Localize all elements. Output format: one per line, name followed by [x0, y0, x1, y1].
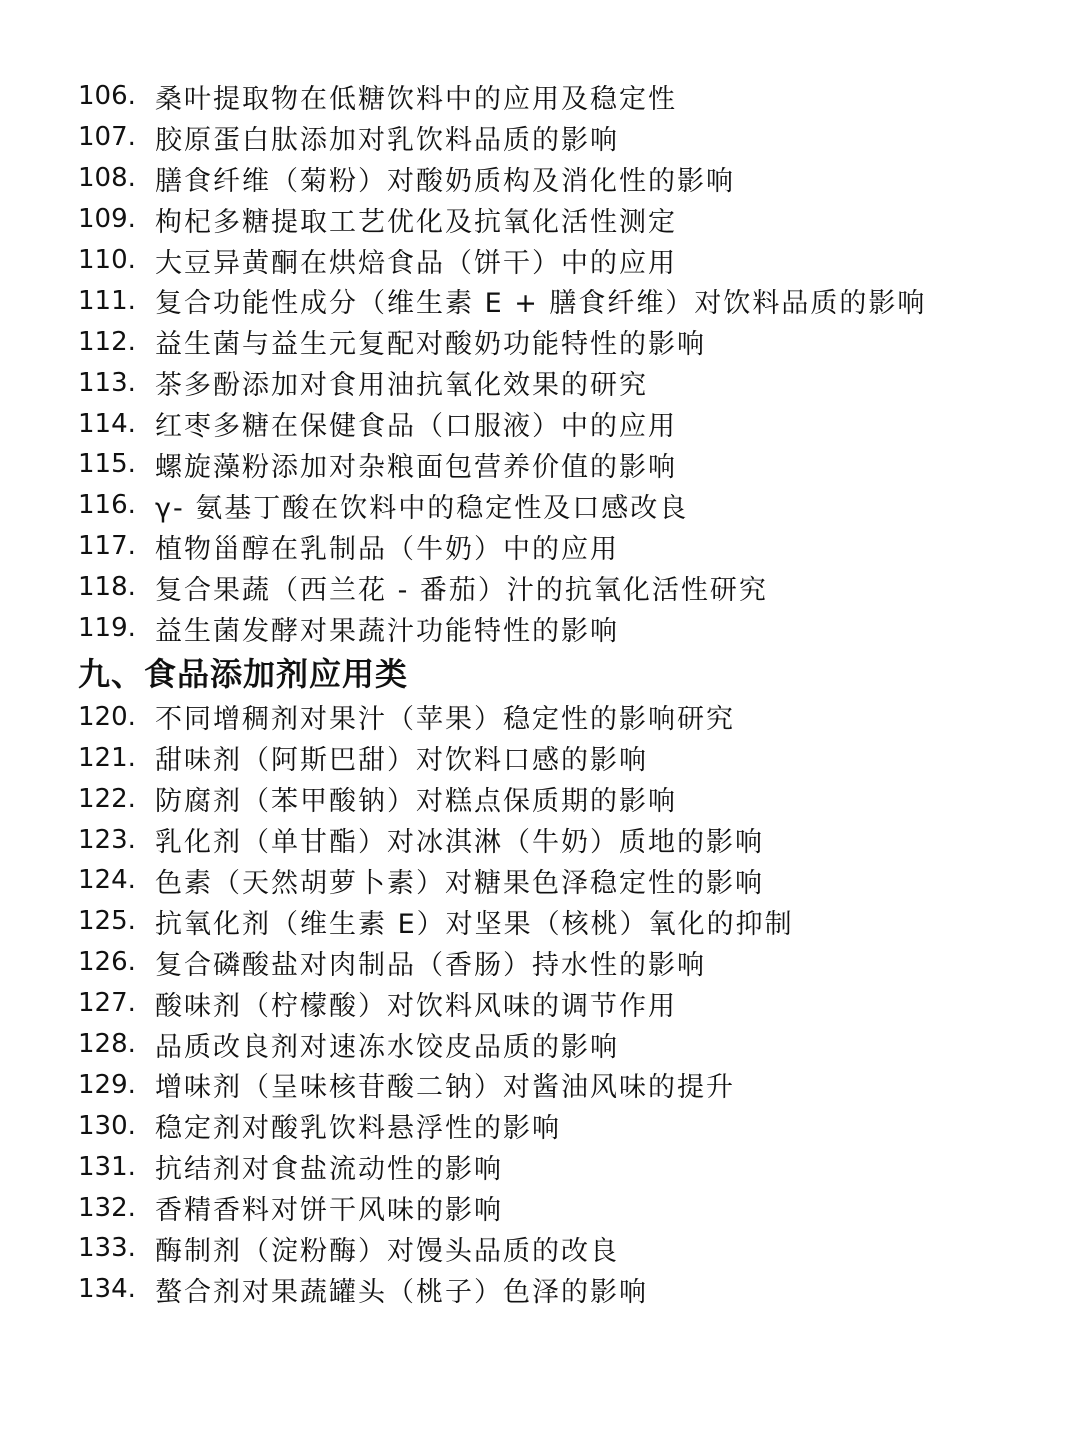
- item-title: 不同增稠剂对果汁（苹果）稳定性的影响研究: [155, 704, 735, 736]
- list-item: [0, 1105, 1080, 1146]
- list-item: [0, 199, 1080, 240]
- item-number: 121.: [78, 742, 136, 773]
- item-title: γ- 氨基丁酸在饮料中的稳定性及口感改良: [155, 492, 689, 524]
- item-title: 胶原蛋白肽添加对乳饮料品质的影响: [155, 124, 619, 156]
- item-number: 110.: [78, 245, 136, 275]
- item-number: 128.: [78, 1029, 136, 1060]
- item-title: 抗结剂对食盐流动性的影响: [155, 1154, 503, 1186]
- item-title: 植物甾醇在乳制品（牛奶）中的应用: [155, 533, 619, 565]
- list-item: [0, 240, 1080, 281]
- item-title: 益生菌与益生元复配对酸奶功能特性的影响: [155, 329, 706, 361]
- item-number: 125.: [78, 906, 136, 937]
- list-item: [0, 860, 1080, 901]
- item-title: 乳化剂（单甘酯）对冰淇淋（牛奶）质地的影响: [155, 827, 764, 859]
- item-title: 复合功能性成分（维生素 E + 膳食纤维）对饮料品质的影响: [155, 288, 927, 320]
- list-item: [0, 321, 1080, 362]
- item-title: 益生菌发酵对果蔬汁功能特性的影响: [155, 615, 619, 647]
- item-title: 红枣多糖在保健食品（口服液）中的应用: [155, 411, 677, 443]
- list-item: [0, 362, 1080, 403]
- item-title: 枸杞多糖提取工艺优化及抗氧化活性测定: [155, 206, 677, 238]
- item-number: 127.: [78, 988, 136, 1019]
- document-page: [0, 76, 1080, 1310]
- item-number: 131.: [78, 1151, 136, 1182]
- list-item: [0, 526, 1080, 567]
- item-number: 133.: [78, 1233, 136, 1264]
- item-number: 107.: [78, 122, 136, 153]
- item-title: 大豆异黄酮在烘焙食品（饼干）中的应用: [155, 247, 677, 279]
- list-item: [0, 942, 1080, 983]
- item-number: 132.: [78, 1192, 136, 1223]
- list-item: [0, 158, 1080, 199]
- item-title: 防腐剂（苯甲酸钠）对糕点保质期的影响: [155, 786, 677, 818]
- list-item: [0, 696, 1080, 737]
- item-title: 色素（天然胡萝卜素）对糖果色泽稳定性的影响: [155, 867, 764, 899]
- list-item: [0, 983, 1080, 1024]
- item-title: 香精香料对饼干风味的影响: [155, 1195, 503, 1227]
- item-number: 122.: [78, 783, 136, 814]
- item-number: 111.: [78, 285, 136, 316]
- item-title: 茶多酚添加对食用油抗氧化效果的研究: [155, 370, 648, 402]
- item-number: 124.: [78, 865, 136, 896]
- item-title: 膳食纤维（菊粉）对酸奶质构及消化性的影响: [155, 165, 735, 197]
- item-title: 酶制剂（淀粉酶）对馒头品质的改良: [155, 1235, 619, 1267]
- list-item: [0, 403, 1080, 444]
- list-item: [0, 280, 1080, 321]
- section-heading: 九、食品添加剂应用类: [78, 655, 409, 694]
- list-item: [0, 1146, 1080, 1187]
- item-title: 甜味剂（阿斯巴甜）对饮料口感的影响: [155, 745, 648, 777]
- item-title: 抗氧化剂（维生素 E）对坚果（核桃）氧化的抑制: [155, 908, 794, 940]
- item-title: 增味剂（呈味核苷酸二钠）对酱油风味的提升: [155, 1072, 735, 1104]
- item-number: 120.: [78, 701, 136, 732]
- item-number: 130.: [78, 1110, 136, 1141]
- list-item: [0, 1064, 1080, 1105]
- item-number: 134.: [78, 1274, 136, 1305]
- list-item: [0, 737, 1080, 778]
- list-item: [0, 567, 1080, 608]
- item-number: 117.: [78, 531, 136, 562]
- item-title: 桑叶提取物在低糖饮料中的应用及稳定性: [155, 83, 677, 115]
- list-item: [0, 444, 1080, 485]
- list-item: [0, 901, 1080, 942]
- item-number: 114.: [78, 408, 136, 439]
- item-title: 螯合剂对果蔬罐头（桃子）色泽的影响: [155, 1276, 648, 1308]
- item-number: 129.: [78, 1069, 136, 1100]
- item-title: 螺旋藻粉添加对杂粮面包营养价值的影响: [155, 451, 677, 483]
- list-item: [0, 1269, 1080, 1310]
- item-number: 119.: [78, 613, 136, 644]
- item-number: 116.: [78, 490, 136, 521]
- list-item: [0, 778, 1080, 819]
- topic-list-nutrition: [0, 76, 1080, 648]
- list-item: [0, 117, 1080, 158]
- item-number: 123.: [78, 824, 136, 855]
- item-number: 109.: [78, 204, 136, 235]
- item-number: 112.: [78, 326, 136, 357]
- list-item: [0, 76, 1080, 117]
- item-number: 108.: [78, 163, 136, 194]
- item-title: 稳定剂对酸乳饮料悬浮性的影响: [155, 1113, 561, 1145]
- item-number: 113.: [78, 367, 136, 398]
- list-item: [0, 819, 1080, 860]
- item-title: 复合果蔬（西兰花 - 番茄）汁的抗氧化活性研究: [155, 574, 768, 606]
- list-item: [0, 1187, 1080, 1228]
- list-item: [0, 1228, 1080, 1269]
- topic-list-additives: [0, 696, 1080, 1309]
- item-title: 复合磷酸盐对肉制品（香肠）持水性的影响: [155, 949, 706, 981]
- item-title: 品质改良剂对速冻水饺皮品质的影响: [155, 1031, 619, 1063]
- item-title: 酸味剂（柠檬酸）对饮料风味的调节作用: [155, 990, 677, 1022]
- item-number: 106.: [78, 81, 136, 112]
- item-number: 118.: [78, 572, 136, 603]
- list-item: [0, 485, 1080, 526]
- item-number: 126.: [78, 947, 136, 978]
- item-number: 115.: [78, 449, 136, 480]
- list-item: [0, 1024, 1080, 1065]
- list-item: [0, 608, 1080, 649]
